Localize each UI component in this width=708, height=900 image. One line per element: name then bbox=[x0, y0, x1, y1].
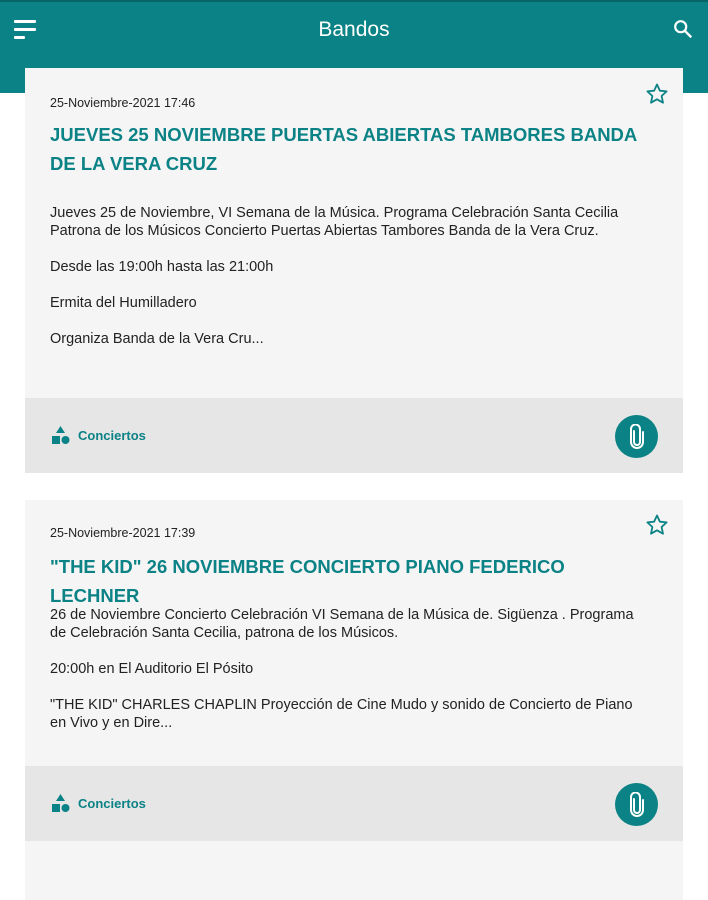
post-title[interactable]: JUEVES 25 NOVIEMBRE PUERTAS ABIERTAS TAMBORES BANDA DE LA VERA CRUZ bbox=[50, 124, 637, 174]
category-shapes-icon bbox=[51, 794, 70, 813]
attachment-button[interactable] bbox=[615, 783, 658, 826]
post-card[interactable] bbox=[25, 500, 683, 900]
search-icon[interactable] bbox=[672, 18, 694, 40]
post-paragraph: Jueves 25 de Noviembre, VI Semana de la Música. Programa Celebración Santa Cecilia Patrona de los Músicos Concierto Puertas Abiertas Tambores Banda de la Vera Cruz. bbox=[50, 205, 619, 239]
paperclip-icon bbox=[626, 792, 648, 818]
category-label: Conciertos bbox=[78, 796, 146, 811]
category-link[interactable] bbox=[51, 426, 146, 445]
post-body bbox=[50, 204, 648, 366]
post-paragraph: 20:00h en El Auditorio El Pósito bbox=[50, 661, 254, 677]
post-footer bbox=[25, 766, 683, 841]
category-link[interactable] bbox=[51, 794, 146, 813]
category-shapes-icon bbox=[51, 426, 70, 445]
page-title: Bandos bbox=[318, 18, 390, 41]
post-paragraph: Organiza Banda de la Vera Cru... bbox=[50, 331, 264, 347]
post-paragraph: Ermita del Humilladero bbox=[50, 295, 197, 311]
post-body bbox=[50, 606, 648, 750]
category-label: Conciertos bbox=[78, 428, 146, 443]
favorite-star-icon[interactable] bbox=[645, 82, 669, 106]
post-title[interactable]: "THE KID" 26 NOVIEMBRE CONCIERTO PIANO FEDERICO LECHNER bbox=[50, 556, 565, 606]
post-card[interactable] bbox=[25, 68, 683, 473]
post-paragraph: Desde las 19:00h hasta las 21:00h bbox=[50, 259, 274, 275]
app-header bbox=[0, 0, 708, 62]
paperclip-icon bbox=[626, 424, 648, 450]
post-date: 25-Noviembre-2021 17:39 bbox=[50, 526, 196, 540]
post-footer bbox=[25, 398, 683, 473]
favorite-star-icon[interactable] bbox=[645, 513, 669, 537]
post-paragraph: 26 de Noviembre Concierto Celebración VI Semana de la Música de. Sigüenza . Programa de Celebración Santa Cecilia, patrona de los Músicos. bbox=[50, 607, 634, 641]
attachment-button[interactable] bbox=[615, 415, 658, 458]
post-date: 25-Noviembre-2021 17:46 bbox=[50, 96, 196, 110]
post-paragraph: "THE KID" CHARLES CHAPLIN Proyección de Cine Mudo y sonido de Concierto de Piano en Vivo y en Dire... bbox=[50, 697, 633, 731]
